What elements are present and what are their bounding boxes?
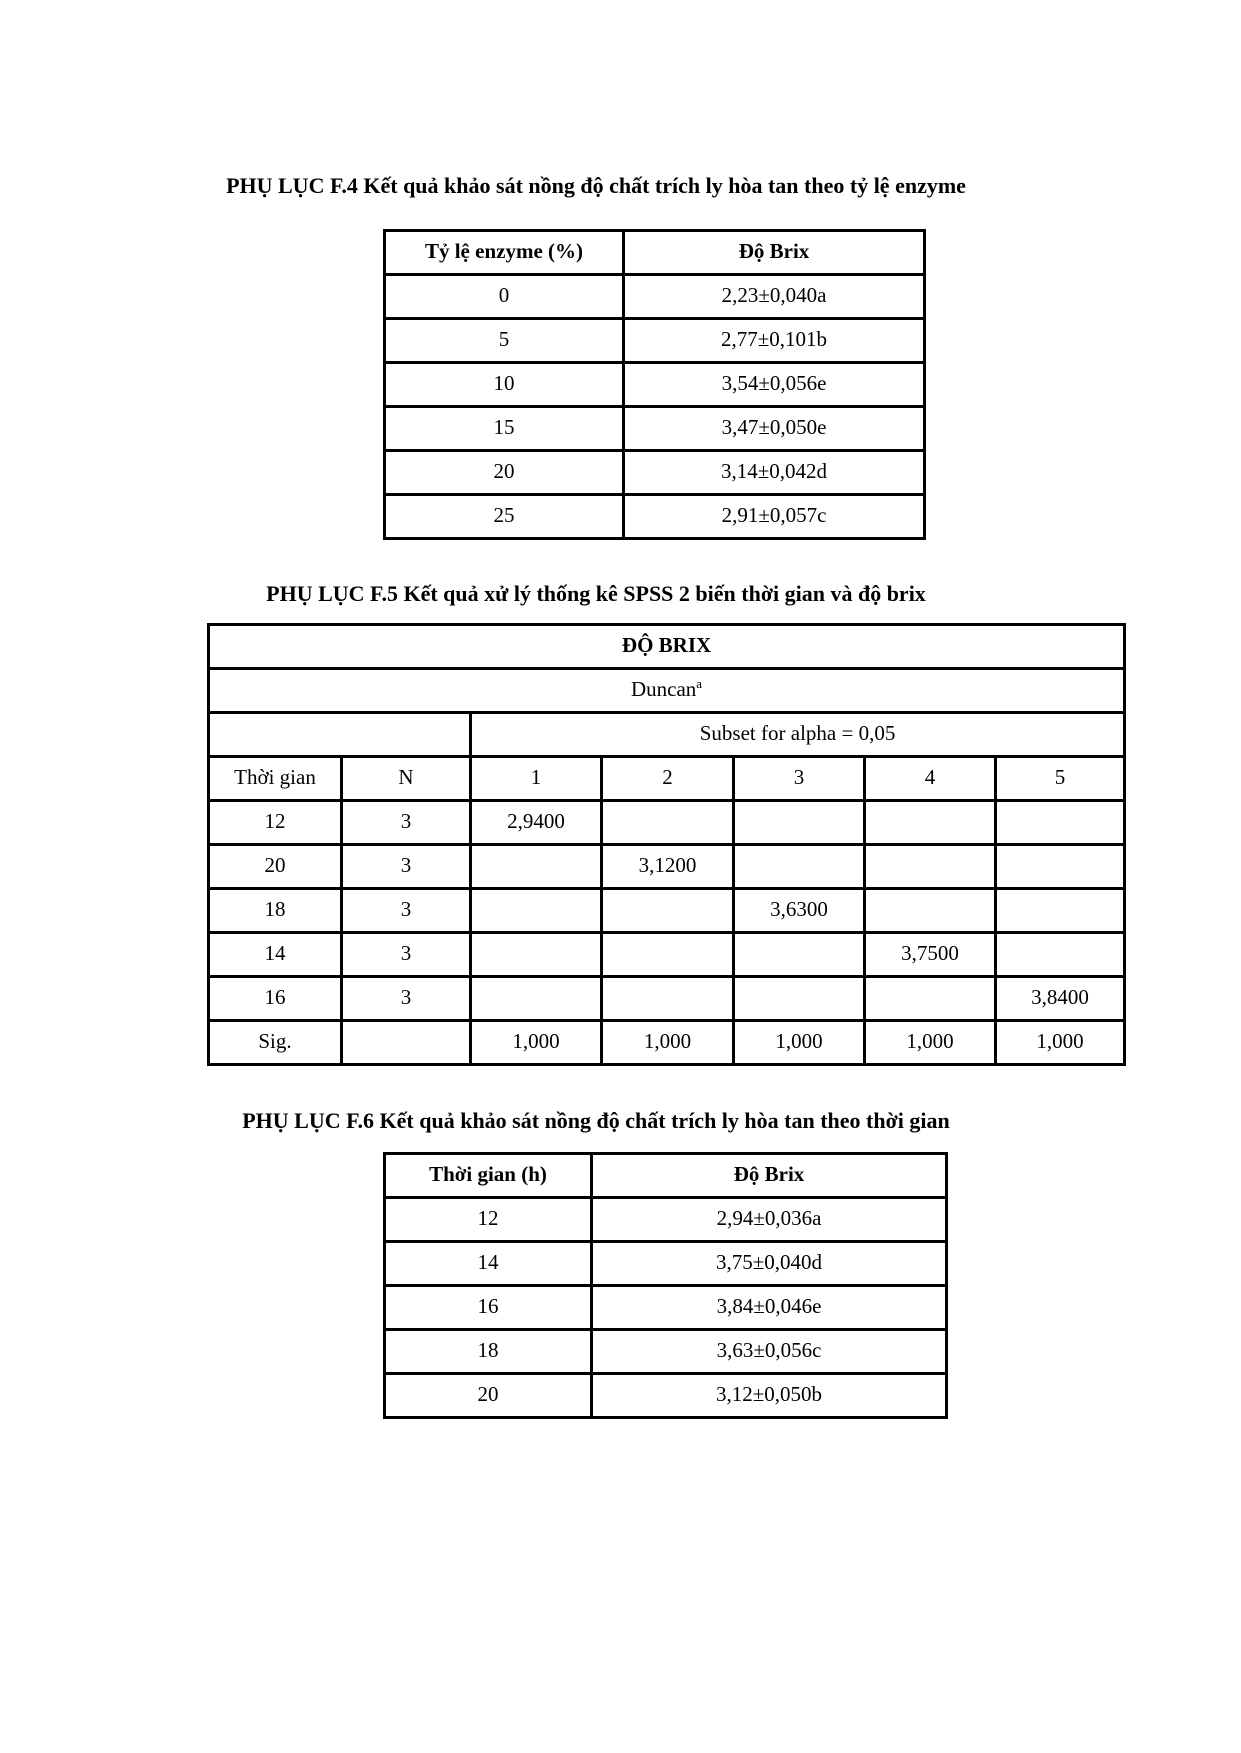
f5-duncan-row xyxy=(209,669,1125,713)
f5-header-row xyxy=(209,625,1125,669)
f6-brix-value: 3,63±0,056c xyxy=(592,1330,947,1374)
table-row xyxy=(209,933,1125,977)
f6-title: PHỤ LỤC F.6 Kết quả khảo sát nồng độ chất trích ly hòa tan theo thời gian xyxy=(242,1108,950,1133)
f4-enzyme-value: 10 xyxy=(385,363,624,407)
table-row xyxy=(385,451,925,495)
f6-header-row xyxy=(385,1154,947,1198)
f5-subset-value xyxy=(471,845,602,889)
f5-subset-value xyxy=(602,933,734,977)
f5-subset-value xyxy=(996,801,1125,845)
f5-subset-value xyxy=(734,977,865,1021)
f6-time-value: 14 xyxy=(385,1242,592,1286)
f5-subset-value xyxy=(865,889,996,933)
f5-table xyxy=(207,623,1126,1066)
f5-sig-value: 1,000 xyxy=(734,1021,865,1065)
f4-col-header-enzyme: Tỷ lệ enzyme (%) xyxy=(385,231,624,275)
f5-subset-value: 3,7500 xyxy=(865,933,996,977)
f5-subset-value xyxy=(602,801,734,845)
f5-subset-value xyxy=(471,977,602,1021)
f5-title: PHỤ LỤC F.5 Kết quả xử lý thống kê SPSS 2 biến thời gian và độ brix xyxy=(266,581,926,606)
table-row xyxy=(385,1242,947,1286)
f5-time-value: 12 xyxy=(209,801,342,845)
f5-col-header-subset: 2 xyxy=(602,757,734,801)
f5-subset-row xyxy=(209,713,1125,757)
table-row xyxy=(385,1198,947,1242)
f5-subset-value xyxy=(865,977,996,1021)
f5-columns-row xyxy=(209,757,1125,801)
f4-brix-value: 3,54±0,056e xyxy=(624,363,925,407)
f4-brix-value: 3,14±0,042d xyxy=(624,451,925,495)
f5-col-header-n: N xyxy=(342,757,471,801)
table-row xyxy=(385,1374,947,1418)
f5-time-value: 14 xyxy=(209,933,342,977)
f6-time-value: 20 xyxy=(385,1374,592,1418)
f5-sig-value: 1,000 xyxy=(996,1021,1125,1065)
f4-brix-value: 2,23±0,040a xyxy=(624,275,925,319)
f5-subset-value xyxy=(602,977,734,1021)
f5-sig-label: Sig. xyxy=(209,1021,342,1065)
f6-col-header-brix: Độ Brix xyxy=(592,1154,947,1198)
f5-sig-value: 1,000 xyxy=(602,1021,734,1065)
table-row xyxy=(385,363,925,407)
table-row xyxy=(209,801,1125,845)
f4-brix-value: 2,77±0,101b xyxy=(624,319,925,363)
table-row xyxy=(209,889,1125,933)
f5-n-value: 3 xyxy=(342,801,471,845)
f5-subset-value xyxy=(602,889,734,933)
f4-enzyme-value: 25 xyxy=(385,495,624,539)
table-row xyxy=(209,845,1125,889)
f5-n-value: 3 xyxy=(342,845,471,889)
f5-col-header-subset: 5 xyxy=(996,757,1125,801)
f5-col-header-time: Thời gian xyxy=(209,757,342,801)
f5-time-value: 20 xyxy=(209,845,342,889)
f5-subset-value xyxy=(734,801,865,845)
f5-n-value: 3 xyxy=(342,977,471,1021)
f5-subset-value xyxy=(865,801,996,845)
f5-subset-label: Subset for alpha = 0,05 xyxy=(471,713,1125,757)
f6-brix-value: 3,75±0,040d xyxy=(592,1242,947,1286)
f4-header-row xyxy=(385,231,925,275)
f4-col-header-brix: Độ Brix xyxy=(624,231,925,275)
f6-table xyxy=(383,1152,948,1419)
table-row xyxy=(385,275,925,319)
f6-brix-value: 3,12±0,050b xyxy=(592,1374,947,1418)
f5-subset-value xyxy=(734,845,865,889)
f5-subset-value xyxy=(996,933,1125,977)
f5-duncan-cell xyxy=(209,669,1125,713)
table-row xyxy=(385,1286,947,1330)
table-row xyxy=(385,407,925,451)
f5-duncan-superscript: a xyxy=(696,676,703,691)
f5-sig-value: 1,000 xyxy=(471,1021,602,1065)
f5-subset-value: 2,9400 xyxy=(471,801,602,845)
f5-col-header-subset: 3 xyxy=(734,757,865,801)
table-row xyxy=(385,495,925,539)
f6-brix-value: 2,94±0,036a xyxy=(592,1198,947,1242)
f4-table xyxy=(383,229,926,540)
table-row xyxy=(385,1330,947,1374)
f4-brix-value: 2,91±0,057c xyxy=(624,495,925,539)
f5-n-value: 3 xyxy=(342,889,471,933)
f6-col-header-time: Thời gian (h) xyxy=(385,1154,592,1198)
f6-time-value: 16 xyxy=(385,1286,592,1330)
f5-subset-value: 3,8400 xyxy=(996,977,1125,1021)
f5-subset-value: 3,6300 xyxy=(734,889,865,933)
f5-time-value: 16 xyxy=(209,977,342,1021)
table-row xyxy=(209,977,1125,1021)
f6-time-value: 12 xyxy=(385,1198,592,1242)
f5-n-value xyxy=(342,1021,471,1065)
f5-sig-value: 1,000 xyxy=(865,1021,996,1065)
f5-subset-value xyxy=(996,889,1125,933)
f5-table-header: ĐỘ BRIX xyxy=(209,625,1125,669)
f5-col-header-subset: 1 xyxy=(471,757,602,801)
f5-subset-value: 3,1200 xyxy=(602,845,734,889)
f4-enzyme-value: 20 xyxy=(385,451,624,495)
f5-subset-value xyxy=(734,933,865,977)
f5-n-value: 3 xyxy=(342,933,471,977)
f4-title: PHỤ LỤC F.4 Kết quả khảo sát nồng độ chất trích ly hòa tan theo tỷ lệ enzyme xyxy=(226,173,966,198)
f5-subset-empty-cell xyxy=(209,713,471,757)
f5-sig-row xyxy=(209,1021,1125,1065)
f5-subset-value xyxy=(996,845,1125,889)
f5-time-value: 18 xyxy=(209,889,342,933)
f5-subset-value xyxy=(471,933,602,977)
f5-subset-value xyxy=(865,845,996,889)
f4-enzyme-value: 5 xyxy=(385,319,624,363)
f5-duncan-label: Duncan xyxy=(630,677,697,701)
f6-time-value: 18 xyxy=(385,1330,592,1374)
f4-enzyme-value: 0 xyxy=(385,275,624,319)
f5-subset-value xyxy=(471,889,602,933)
f4-enzyme-value: 15 xyxy=(385,407,624,451)
f4-brix-value: 3,47±0,050e xyxy=(624,407,925,451)
table-row xyxy=(385,319,925,363)
f6-brix-value: 3,84±0,046e xyxy=(592,1286,947,1330)
f5-col-header-subset: 4 xyxy=(865,757,996,801)
